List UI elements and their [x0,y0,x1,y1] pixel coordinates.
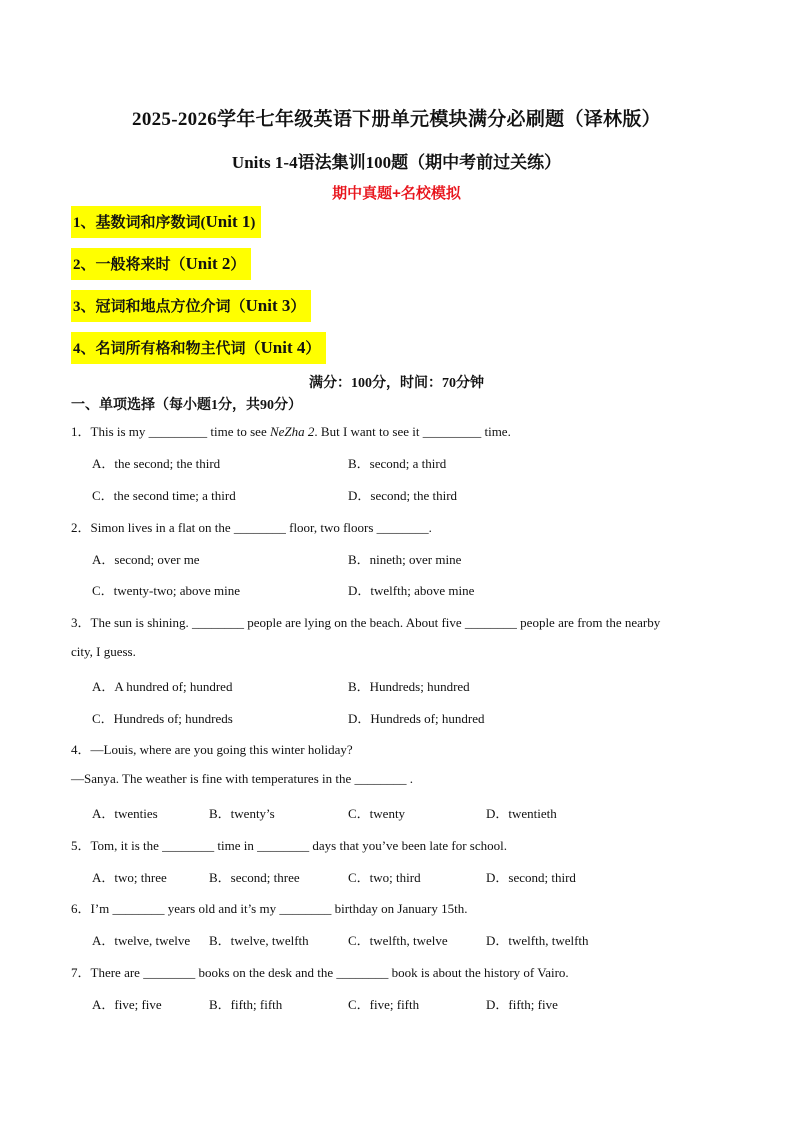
question-text: —Louis, where are you going this winter holiday? [90,742,353,757]
option-a[interactable]: A．the second; the third [92,456,221,471]
question-4-answer-line: —Sanya. The weather is fine with temperatures in the ________ . [71,771,414,786]
question-text: . But I want to see it _________ time. [314,424,511,439]
question-7 [71,962,569,981]
option-a[interactable]: A．twenties [92,806,158,821]
topic-unit: Unit 2 [185,254,231,273]
option-a[interactable]: A．two; three [92,870,167,885]
source-tag: 期中真题+名校模拟 [332,185,461,202]
option-b[interactable]: B．fifth; fifth [209,997,283,1012]
question-text: This is my _________ time to see [90,424,270,439]
option-c[interactable]: C．twenty-two; above mine [92,583,241,598]
question-number: 5． [71,838,91,853]
topic-unit: Unit 4 [260,338,306,357]
option-c[interactable]: C．five; fifth [348,997,420,1012]
topic-unit: Unit 3 [245,296,291,315]
question-5 [71,835,507,854]
option-b[interactable]: B．twenty’s [209,806,275,821]
section-title: 一、单项选择（每小题1分，共90分） [71,398,302,413]
option-c[interactable]: C．the second time; a third [92,488,236,503]
option-a[interactable]: A．second; over me [92,552,200,567]
question-number: 4． [71,742,91,757]
question-6 [71,898,467,917]
option-c[interactable]: C．two; third [348,870,421,885]
topic-label: 2、一般将来时（ [73,257,186,273]
question-text: There are ________ books on the desk and the ________ book is about the history of Vairo. [90,965,569,980]
topic-item [71,248,251,280]
topic-close: ) [250,215,256,231]
question-text: Simon lives in a flat on the ________ floor, two floors ________. [90,520,432,535]
page-subtitle: Units 1-4语法集训100题（期中考前过关练） [231,153,562,172]
question-4 [71,739,353,758]
option-b[interactable]: B．nineth; over mine [348,552,462,567]
question-text: Tom, it is the ________ time in ________ days that you’ve been late for school. [90,838,507,853]
topic-label: 4、名词所有格和物主代词（ [73,341,261,357]
question-italic-title: NeZha 2 [269,424,315,439]
option-c[interactable]: C．Hundreds of; hundreds [92,711,233,726]
topic-unit: Unit 1 [205,212,251,231]
option-b[interactable]: B．second; a third [348,456,447,471]
topic-item [71,290,311,322]
score-time-line: 满分：100分，时间：70分钟 [309,376,484,391]
question-1 [71,421,511,440]
option-d[interactable]: D．twentieth [486,806,557,821]
question-3 [71,612,660,631]
page-title: 2025-2026学年七年级英语下册单元模块满分必刷题（译林版） [132,109,661,130]
option-d[interactable]: D．second; third [486,870,576,885]
option-d[interactable]: D．Hundreds of; hundred [348,711,485,726]
option-d[interactable]: D．twelfth, twelfth [486,933,589,948]
question-number: 7． [71,965,91,980]
topic-close: ） [230,257,246,273]
topic-label: 1、基数词和序数词( [73,215,206,231]
option-b[interactable]: B．Hundreds; hundred [348,679,470,694]
topic-item [71,332,326,364]
question-2 [71,517,432,536]
question-text: The sun is shining. ________ people are lying on the beach. About five ________ people are from the nearby [90,615,661,630]
option-a[interactable]: A．twelve, twelve [92,933,191,948]
option-d[interactable]: D．twelfth; above mine [348,583,475,598]
question-text: I’m ________ years old and it’s my ________ birthday on January 15th. [90,901,468,916]
question-number: 6． [71,901,91,916]
topic-label: 3、冠词和地点方位介词（ [73,299,246,315]
option-b[interactable]: B．second; three [209,870,300,885]
option-b[interactable]: B．twelve, twelfth [209,933,309,948]
question-3-continued: city, I guess. [71,644,136,659]
option-a[interactable]: A．five; five [92,997,162,1012]
question-number: 3． [71,615,91,630]
question-number: 1． [71,424,91,439]
topic-close: ） [305,341,321,357]
option-d[interactable]: D．second; the third [348,488,458,503]
option-a[interactable]: A．A hundred of; hundred [92,679,233,694]
topic-item [71,206,261,238]
option-c[interactable]: C．twenty [348,806,406,821]
topic-close: ） [290,299,306,315]
option-c[interactable]: C．twelfth, twelve [348,933,448,948]
question-number: 2． [71,520,91,535]
option-d[interactable]: D．fifth; five [486,997,558,1012]
